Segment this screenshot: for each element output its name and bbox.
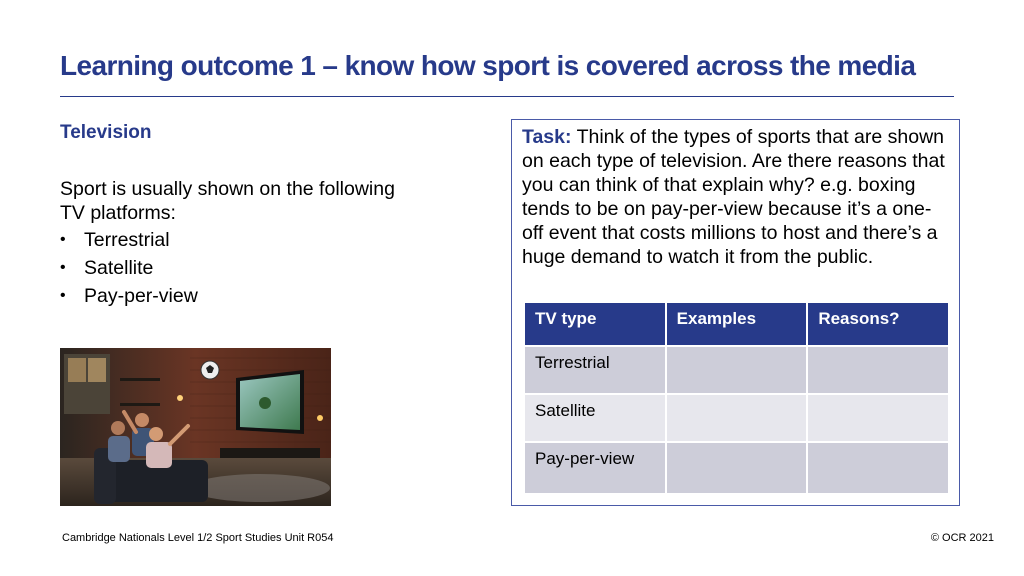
- table-header-row: [524, 302, 949, 346]
- task-body: Think of the types of sports that are shown on each type of television. Are there reasons that you can think of that explain why? e.g. boxing tends to be on pay-per-view because it’s a one-off event that costs millions to host and there’s a huge demand to watch it from the public.: [522, 126, 945, 268]
- task-text: [522, 125, 952, 269]
- bullet-icon: •: [60, 231, 66, 248]
- table-cell: [807, 442, 949, 494]
- bullet-icon: •: [60, 259, 66, 276]
- table-row: [524, 346, 949, 394]
- platform-list: [60, 229, 198, 313]
- title-divider: [60, 96, 954, 97]
- section-heading: Television: [60, 122, 152, 143]
- table-cell: [666, 442, 808, 494]
- list-item-label: Terrestrial: [84, 229, 170, 251]
- table-cell: [666, 346, 808, 394]
- footer-course-title: Cambridge Nationals Level 1/2 Sport Studies Unit R054: [62, 532, 334, 544]
- table-cell: Pay-per-view: [524, 442, 666, 494]
- table-cell: Satellite: [524, 394, 666, 442]
- task-label: Task:: [522, 126, 572, 148]
- table-cell: [807, 346, 949, 394]
- list-item: [60, 285, 198, 313]
- table-cell: [807, 394, 949, 442]
- bullet-icon: •: [60, 287, 66, 304]
- slide-title: Learning outcome 1 – know how sport is covered across the media: [60, 50, 916, 81]
- tv-type-table: [523, 301, 950, 495]
- table-row: [524, 394, 949, 442]
- header-examples: Examples: [666, 302, 808, 346]
- header-reasons: Reasons?: [807, 302, 949, 346]
- table-cell: Terrestrial: [524, 346, 666, 394]
- list-item: [60, 229, 198, 257]
- table-row: [524, 442, 949, 494]
- intro-text: Sport is usually shown on the following TV platforms:: [60, 178, 395, 224]
- header-tv-type: TV type: [524, 302, 666, 346]
- list-item-label: Pay-per-view: [84, 285, 198, 307]
- table-cell: [666, 394, 808, 442]
- list-item-label: Satellite: [84, 257, 154, 279]
- list-item: [60, 257, 198, 285]
- living-room-photo: [60, 348, 331, 506]
- footer-copyright: © OCR 2021: [930, 532, 994, 544]
